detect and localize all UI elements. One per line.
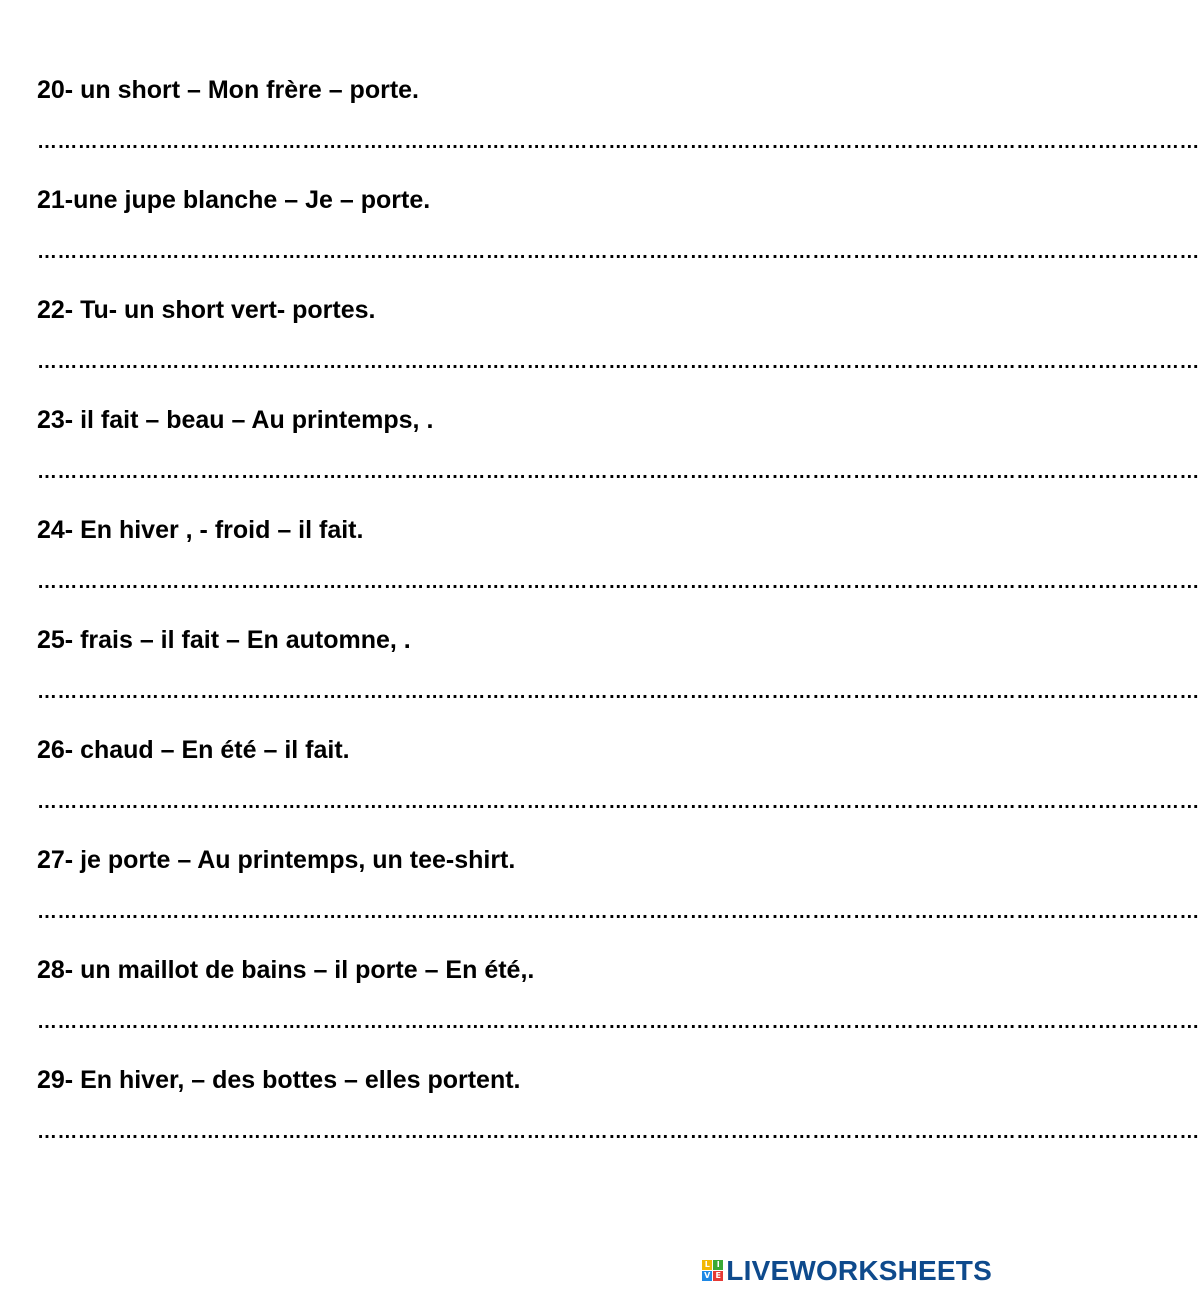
exercise-prompt: 24- En hiver , - froid – il fait. xyxy=(37,516,364,544)
answer-line[interactable]: ……………………………………………………………………………………………………………………………………………………… xyxy=(37,791,1200,813)
exercise-prompt: 27- je porte – Au printemps, un tee-shirt. xyxy=(37,846,516,874)
exercise-23 xyxy=(37,402,1200,512)
logo-letter-e: E xyxy=(713,1271,723,1281)
worksheet xyxy=(37,72,1200,1172)
exercise-20 xyxy=(37,72,1200,182)
answer-line[interactable]: ……………………………………………………………………………………………………………………………………………………… xyxy=(37,351,1200,373)
liveworksheets-brand[interactable] xyxy=(702,1254,992,1288)
logo-letter-l: L xyxy=(702,1260,712,1270)
exercise-prompt: 21-une jupe blanche – Je – porte. xyxy=(37,186,431,214)
exercise-prompt: 26- chaud – En été – il fait. xyxy=(37,736,350,764)
answer-line[interactable]: ……………………………………………………………………………………………………………………………………………………… xyxy=(37,241,1200,263)
answer-line[interactable]: ……………………………………………………………………………………………………………………………………………………… xyxy=(37,1121,1200,1143)
answer-line[interactable]: ……………………………………………………………………………………………………………………………………………………… xyxy=(37,131,1200,153)
exercise-26 xyxy=(37,732,1200,842)
exercise-24 xyxy=(37,512,1200,622)
exercise-prompt: 29- En hiver, – des bottes – elles portent. xyxy=(37,1066,521,1094)
exercise-29 xyxy=(37,1062,1200,1172)
brand-name: LIVEWORKSHEETS xyxy=(726,1255,992,1286)
answer-line[interactable]: ……………………………………………………………………………………………………………………………………………………… xyxy=(37,681,1200,703)
exercise-21 xyxy=(37,182,1200,292)
answer-line[interactable]: ……………………………………………………………………………………………………………………………………………………… xyxy=(37,901,1200,923)
exercise-25 xyxy=(37,622,1200,732)
answer-line[interactable]: ……………………………………………………………………………………………………………………………………………………… xyxy=(37,571,1200,593)
exercise-27 xyxy=(37,842,1200,952)
exercise-prompt: 28- un maillot de bains – il porte – En été,. xyxy=(37,956,535,984)
exercise-28 xyxy=(37,952,1200,1062)
logo-letter-i: I xyxy=(713,1260,723,1270)
exercise-prompt: 22- Tu- un short vert- portes. xyxy=(37,296,376,324)
exercise-prompt: 20- un short – Mon frère – porte. xyxy=(37,76,420,104)
exercise-prompt: 23- il fait – beau – Au printemps, . xyxy=(37,406,434,434)
liveworksheets-logo-icon xyxy=(702,1260,724,1282)
answer-line[interactable]: ……………………………………………………………………………………………………………………………………………………… xyxy=(37,1011,1200,1033)
answer-line[interactable]: ……………………………………………………………………………………………………………………………………………………… xyxy=(37,461,1200,483)
logo-letter-v: V xyxy=(704,1271,711,1280)
exercise-prompt: 25- frais – il fait – En automne, . xyxy=(37,626,411,654)
exercise-22 xyxy=(37,292,1200,402)
